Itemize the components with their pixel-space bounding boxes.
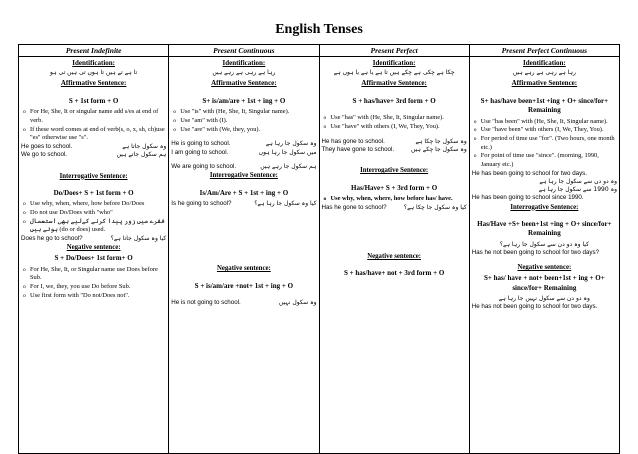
urdu-identification: چکا ہے چکی ہے چکے ہیں تا ہے یا ہے یا ہوں ہے: [333, 69, 455, 77]
example-row: [171, 163, 316, 171]
rule-item: o For point of time use "since". (morning, 1990, January etc.): [472, 152, 617, 169]
example-urdu: وہ دو دن سے سکول جا رہا ہے: [539, 178, 617, 186]
negative-heading: Negative sentence:: [66, 244, 121, 252]
negative-heading: Negative sentence:: [216, 265, 271, 273]
urdu-identification: رہا ہے رہی ہے رہے ہیں: [212, 69, 276, 77]
identification-heading: Identification:: [72, 59, 116, 67]
example-row: [171, 140, 316, 148]
example-english: He has been going to school since 1990.: [471, 194, 584, 202]
affirmative-formula: S+ has/have been+1st +ing + O+ since/for+ Remaining: [480, 96, 609, 115]
rule-item: o Use "is" with (He, She, It, Singular name).: [171, 108, 316, 117]
identification-heading: Identification:: [372, 59, 416, 67]
rule-item: o Do not use Do/Does with "who": [21, 209, 166, 218]
interrogative-heading: Interrogative Sentence:: [510, 203, 579, 211]
example-row: [322, 204, 467, 212]
example-urdu: وہ سکول جا چکا ہے: [415, 137, 467, 145]
example-row: [171, 149, 316, 157]
interrogative-heading: Interrogative Sentence:: [59, 172, 128, 180]
example-english: He has been going to school for two days.: [471, 169, 587, 177]
interrogative-heading: Interrogative Sentence:: [360, 167, 429, 175]
negative-formula: S + is/am/are +not+ 1st + ing + O: [194, 281, 294, 290]
interrogative-formula: Is/Am/Are + S + 1st + ing + O: [199, 188, 289, 197]
page-title: English Tenses: [275, 22, 363, 37]
negative-formula: S+ has/ have + not+ been+1st + ing + O+ since/for+ Remaining: [484, 274, 605, 292]
affirmative-heading: Affirmative Sentence:: [361, 78, 427, 87]
example-english: We are going to school.: [171, 163, 237, 171]
affirmative-formula: S+ is/am/are + 1st + ing + O: [202, 96, 286, 105]
affirmative-heading: Affirmative Sentence:: [211, 78, 277, 87]
rule-item: o For I, we, they, you use Do before Sub.: [21, 283, 166, 292]
example-english: Has he gone to school?: [321, 203, 387, 211]
example-urdu: وہ سکول جاتا ہے: [122, 142, 167, 150]
example-english: He is going to school.: [171, 140, 231, 148]
affirmative-formula: S + has/have+ 3rd form + O: [352, 96, 436, 105]
cell-present-indefinite: [19, 57, 169, 454]
example-english: He goes to school.: [21, 142, 73, 150]
cell-present-continuous: [169, 57, 319, 454]
example-urdu: وہ 1990 سے سکول جا رہا ہے: [538, 186, 617, 194]
rule-item: o Use "has" with (He, She, It, Singular name).: [322, 114, 467, 123]
content-row: [19, 57, 620, 454]
example-english: We go to school.: [21, 151, 67, 159]
example-english: He has gone to school.: [321, 137, 385, 145]
rule-item: o If these word comes at end of verb(s, o, x, sh, ch)use "es" otherwise use "s".: [21, 126, 166, 143]
example-english: Has he not been going to school for two days?: [471, 248, 600, 256]
example-english: He has not been going to school for two days.: [471, 303, 598, 311]
rule-item: o Use "am" with (I).: [171, 117, 316, 126]
example-english: I am going to school.: [171, 148, 229, 156]
header-present-continuous: Present Continuous: [169, 45, 319, 57]
example-urdu: کیا وہ دو دن سے سکول جا رہا ہے؟: [499, 240, 589, 248]
example-urdu: میں سکول جا رہا ہوں: [258, 148, 317, 156]
rule-item: o فقرے میں زور پیدا کرنے کےلیے بھی استعمال ہوتے ہیں (do or does) used.: [21, 218, 166, 235]
rule-item: o Use "has been" with (He, She, It, Singular name).: [472, 118, 617, 127]
header-present-perfect-continuous: Present Perfect Continuous: [469, 45, 619, 57]
interrogative-heading: Interrogative Sentence:: [209, 172, 278, 180]
rule-item: o Use why, when, where, how before has/ have.: [322, 195, 467, 204]
example-english: Is he going to school?: [171, 200, 232, 208]
negative-formula: S + has/have+ not + 3rd form + O: [343, 269, 445, 278]
example-english: They have gone to school.: [321, 146, 395, 154]
rule-item: o For He, She, It or singular name add s/es at end of verb.: [21, 108, 166, 125]
identification-heading: Identification:: [222, 59, 266, 67]
affirmative-heading: Affirmative Sentence:: [511, 78, 578, 87]
example-row: [322, 138, 467, 146]
header-row: [19, 45, 620, 57]
affirmative-heading: Affirmative Sentence:: [60, 78, 127, 87]
tenses-table: [18, 44, 620, 454]
cell-present-perfect-continuous: [469, 57, 619, 454]
example-english: Does he go to school?: [21, 234, 83, 242]
header-present-perfect: Present Perfect: [319, 45, 469, 57]
example-row: [21, 235, 166, 243]
example-urdu: وہ سکول جا رہا ہے: [265, 140, 317, 148]
example-urdu: ہم سکول جاتے ہیں: [116, 151, 167, 159]
example-urdu: ہم سکول جا رہے ہیں: [260, 163, 317, 171]
rule-item: o Use first form with "Do not/Does not".: [21, 292, 166, 301]
interrogative-formula: Has/Have+ S + 3rd form + O: [351, 183, 438, 192]
rule-item: o Use why, when, where, how before Do/Does: [21, 200, 166, 209]
rule-item: o For He, She, It, or Singular name use Does before Sub.: [21, 266, 166, 283]
example-row: [21, 143, 166, 151]
negative-formula: S + Do/Does+ 1st form+ O: [54, 254, 133, 263]
example-urdu: کیا وہ سکول جاتا ہے؟: [110, 234, 167, 242]
example-row: [171, 299, 316, 307]
example-urdu: وہ سکول نہیں: [278, 298, 317, 306]
example-urdu: کیا وہ سکول جا رہا ہے؟: [254, 200, 317, 208]
interrogative-formula: Do/Does+ S + 1st form + O: [53, 188, 134, 197]
urdu-identification: رہا ہے رہی ہے رہے ہیں: [512, 69, 576, 77]
header-present-indefinite: Present Indefinite: [19, 45, 169, 57]
example-english: He is not going to school.: [171, 298, 241, 306]
example-urdu: کیا وہ سکول جا چکا ہے؟: [403, 203, 467, 211]
rule-item: o Use "have been" with others (I, We, They, You).: [472, 126, 617, 135]
example-urdu: وہ سکول جا چکے ہیں: [410, 146, 467, 154]
cell-present-perfect: [319, 57, 469, 454]
negative-heading: Negative sentence:: [367, 253, 422, 261]
interrogative-formula: Has/Have +S+ been+1st +ing + O+ since/for+ Remaining: [477, 219, 612, 238]
urdu-identification: تا ہے تے ہیں تا ہوں تی ہیں تی ہو: [50, 69, 138, 77]
example-row: [171, 200, 316, 208]
negative-heading: Negative sentence:: [517, 264, 572, 272]
affirmative-formula: S + 1st form + O: [68, 96, 119, 105]
example-row: [322, 146, 467, 154]
rule-item: o Use "are" with (We, they, you).: [171, 126, 316, 135]
rule-item: o For period of time use "for". (Two hours, one month etc.): [472, 135, 617, 152]
rule-item: o Use "have" with others (I, We, They, You).: [322, 123, 467, 132]
identification-heading: Identification:: [522, 59, 566, 67]
example-urdu: وہ دو دن سے سکول نہیں جا رہا ہے: [498, 295, 590, 303]
example-row: [21, 151, 166, 159]
